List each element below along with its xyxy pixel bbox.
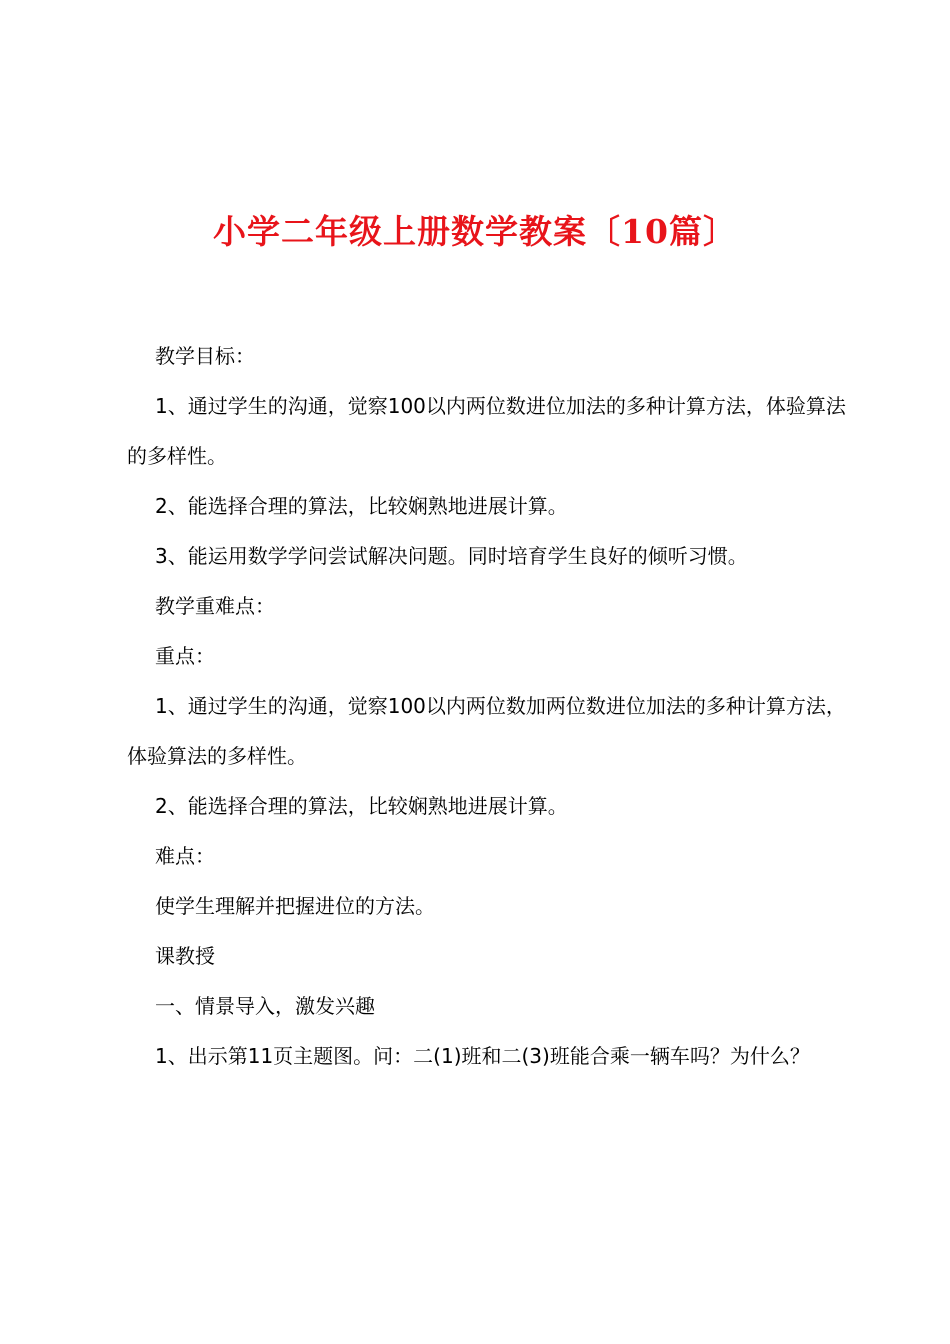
- paragraph-section-1-item-1: 1、出示第11页主题图。问：二(1)班和二(3)班能合乘一辆车吗？为什么？: [155, 1044, 810, 1068]
- paragraph-section-1-heading: 一、情景导入，激发兴趣: [155, 994, 375, 1018]
- paragraph-difficult-point: 使学生理解并把握进位的方法。: [155, 894, 435, 918]
- paragraph-goal-1: 1、通过学生的沟通，觉察100以内两位数进位加法的多种计算方法，体验算法的多样性。: [127, 394, 846, 468]
- paragraph-key-difficult-heading: 教学重难点：: [155, 594, 275, 618]
- paragraph-key-point-2: 2、能选择合理的算法，比较娴熟地进展计算。: [155, 794, 568, 818]
- paragraph-difficult-heading: 难点：: [155, 844, 215, 868]
- paragraph-lesson-heading: 课教授: [155, 944, 215, 968]
- paragraph-key-points-heading: 重点：: [155, 644, 215, 668]
- paragraph-teaching-goals-heading: 教学目标：: [155, 344, 255, 368]
- document-title: 小学二年级上册数学教案〔10篇〕: [213, 212, 737, 251]
- paragraph-goal-2: 2、能选择合理的算法，比较娴熟地进展计算。: [155, 494, 568, 518]
- paragraph-goal-3: 3、能运用数学学问尝试解决问题。同时培育学生良好的倾听习惯。: [155, 544, 748, 568]
- paragraph-key-point-1: 1、通过学生的沟通，觉察100以内两位数加两位数进位加法的多种计算方法，体验算法的多样性。: [127, 694, 846, 768]
- document-body: [127, 331, 851, 1081]
